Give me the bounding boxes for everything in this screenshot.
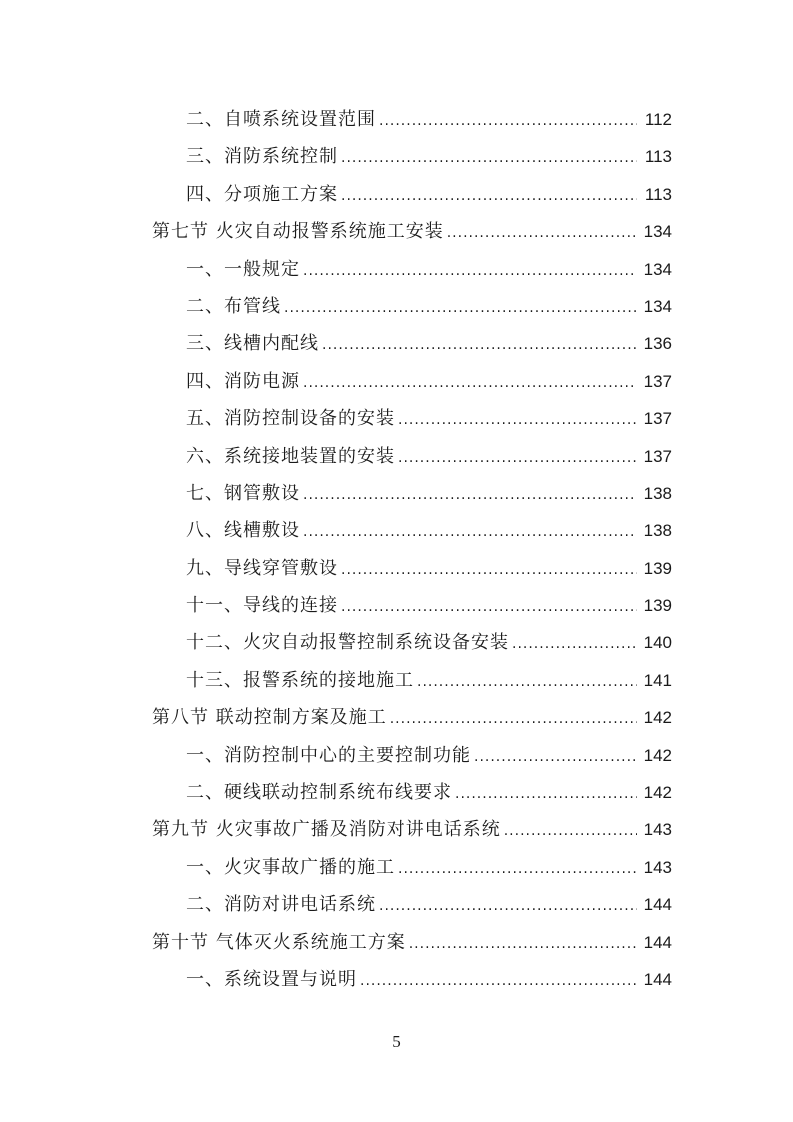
dot-leader <box>417 664 637 701</box>
toc-section-entry[interactable] <box>0 699 793 736</box>
toc-entry-page: 144 <box>643 895 672 915</box>
dot-leader <box>341 140 637 177</box>
toc-entry-page: 112 <box>644 110 672 129</box>
toc-entry[interactable] <box>0 475 793 512</box>
toc-entry-page: 139 <box>643 558 672 578</box>
toc-entry-title: 二、布管线 <box>186 288 283 325</box>
dot-leader <box>390 701 637 738</box>
dot-leader <box>360 963 637 1000</box>
toc-section-entry[interactable] <box>0 213 793 250</box>
toc-entry-page: 142 <box>643 745 672 765</box>
toc-entry[interactable] <box>0 886 793 923</box>
toc-entry-page: 144 <box>643 969 672 989</box>
dot-leader <box>504 813 637 850</box>
dot-leader <box>398 851 637 888</box>
dot-leader <box>474 739 637 776</box>
toc-entry[interactable] <box>0 624 793 661</box>
toc-entry-title: 九、导线穿管敷设 <box>186 550 340 587</box>
toc-entry[interactable] <box>0 101 793 138</box>
toc-entry[interactable] <box>0 587 793 624</box>
toc-entry-page: 139 <box>643 596 672 616</box>
toc-entry-title: 八、线槽敷设 <box>186 512 302 549</box>
dot-leader <box>303 514 637 551</box>
toc-entry-title: 七、钢管敷设 <box>186 475 302 512</box>
toc-section-entry[interactable] <box>0 924 793 961</box>
toc-entry-title: 二、硬线联动控制系统布线要求 <box>186 774 454 811</box>
toc-entry[interactable] <box>0 288 793 325</box>
toc-entry-page: 113 <box>644 184 672 204</box>
dot-leader <box>341 552 637 589</box>
dot-leader <box>341 178 637 215</box>
toc-entry-page: 140 <box>643 633 672 653</box>
dot-leader <box>303 477 637 514</box>
toc-entry-title: 六、系统接地装置的安装 <box>186 438 397 475</box>
dot-leader <box>303 253 637 290</box>
toc-entry-page: 137 <box>643 371 672 391</box>
toc-entry-page: 134 <box>643 222 672 242</box>
toc-entry[interactable] <box>0 363 793 400</box>
toc-entry-page: 136 <box>643 334 672 354</box>
toc-entry-page: 142 <box>643 708 672 728</box>
toc-entry-title: 二、消防对讲电话系统 <box>186 886 378 923</box>
toc-entry[interactable] <box>0 176 793 213</box>
toc-entry[interactable] <box>0 662 793 699</box>
toc-entry-page: 138 <box>643 521 672 541</box>
toc-entry[interactable] <box>0 737 793 774</box>
toc-section-title: 第十节 气体灭火系统施工方案 <box>152 924 408 961</box>
dot-leader <box>379 888 637 925</box>
toc-entry-title: 一、系统设置与说明 <box>186 961 359 998</box>
toc-entry-title: 十三、报警系统的接地施工 <box>186 662 416 699</box>
toc-entry-title: 十二、火灾自动报警控制系统设备安装 <box>186 624 511 661</box>
dot-leader <box>341 589 637 626</box>
toc-entry-page: 137 <box>643 409 672 429</box>
toc-entry-page: 113 <box>644 147 672 167</box>
toc-entry-page: 138 <box>643 483 672 503</box>
dot-leader <box>284 290 637 327</box>
toc-entry-page: 134 <box>643 296 672 316</box>
dot-leader <box>447 215 637 252</box>
toc-entry-title: 五、消防控制设备的安装 <box>186 400 397 437</box>
toc-entry-title: 三、消防系统控制 <box>186 138 340 175</box>
toc-entry[interactable] <box>0 138 793 175</box>
dot-leader <box>398 402 637 439</box>
toc-section-entry[interactable] <box>0 811 793 848</box>
toc-entry-page: 144 <box>643 932 672 952</box>
dot-leader <box>322 327 637 364</box>
toc-entry-page: 134 <box>643 259 672 279</box>
toc-entry-title: 十一、导线的连接 <box>186 587 340 624</box>
toc-entry-title: 一、火灾事故广播的施工 <box>186 849 397 886</box>
dot-leader <box>455 776 637 813</box>
toc-entry[interactable] <box>0 400 793 437</box>
toc-entry[interactable] <box>0 849 793 886</box>
toc-section-title: 第八节 联动控制方案及施工 <box>152 699 389 736</box>
dot-leader <box>379 103 637 140</box>
toc-entry-title: 二、自喷系统设置范围 <box>186 101 378 138</box>
dot-leader <box>398 440 637 477</box>
toc-entry[interactable] <box>0 251 793 288</box>
dot-leader <box>303 365 637 402</box>
toc-entry-title: 四、分项施工方案 <box>186 176 340 213</box>
toc-section-title: 第九节 火灾事故广播及消防对讲电话系统 <box>152 811 503 848</box>
toc-entry-title: 一、一般规定 <box>186 251 302 288</box>
toc-entry-title: 四、消防电源 <box>186 363 302 400</box>
dot-leader <box>409 926 637 963</box>
toc-entry[interactable] <box>0 774 793 811</box>
toc-entry-page: 141 <box>643 670 672 690</box>
toc-entry[interactable] <box>0 961 793 998</box>
toc-entry-page: 142 <box>643 783 672 803</box>
toc-entry[interactable] <box>0 438 793 475</box>
page-number: 5 <box>392 1032 401 1051</box>
table-of-contents <box>0 101 793 998</box>
toc-entry-title: 一、消防控制中心的主要控制功能 <box>186 737 473 774</box>
toc-entry[interactable] <box>0 325 793 362</box>
toc-section-title: 第七节 火灾自动报警系统施工安装 <box>152 213 446 250</box>
toc-entry-page: 137 <box>643 446 672 466</box>
dot-leader <box>512 626 637 663</box>
toc-entry-title: 三、线槽内配线 <box>186 325 321 362</box>
toc-entry-page: 143 <box>643 857 672 877</box>
toc-entry[interactable] <box>0 512 793 549</box>
toc-entry-page: 143 <box>643 820 672 840</box>
toc-entry[interactable] <box>0 550 793 587</box>
